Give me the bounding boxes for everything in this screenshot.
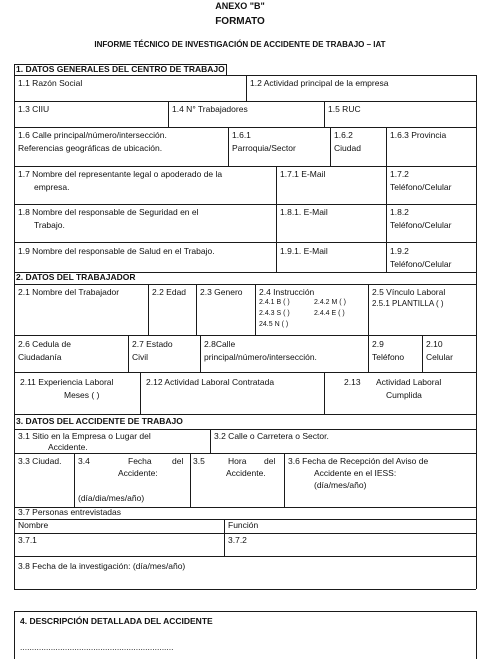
field-representante-line1: 1.7 Nombre del representante legal o apoderado de la [18,169,223,179]
field-actividad-cumplida-line1: Actividad Laboral [376,377,442,387]
section3-title: 3. DATOS DEL ACCIDENTE DE TRABAJO [16,416,183,426]
field-razon-social: 1.1 Razón Social [18,78,83,88]
field-calle-line2: Referencias geográficas de ubicación. [18,143,163,153]
field-hora-num: 3.5 [193,456,205,466]
field-calle-line1: 1.6 Calle principal/número/intersección. [18,130,167,140]
field-fecha-investigacion: 3.8 Fecha de la investigación: (día/mes/año) [18,561,186,571]
section2-title: 2. DATOS DEL TRABAJADOR [16,272,136,282]
field-actividad-principal: 1.2 Actividad principal de la empresa [250,78,389,88]
field-plantilla: 2.5.1 PLANTILLA ( ) [372,299,444,308]
field-parroquia-label: Parroquia/Sector [232,143,296,153]
field-ciudad-num: 1.6.2 [334,130,353,140]
column-funcion: Función [228,520,259,530]
field-fecha-line2: Accidente: [118,468,158,478]
field-recepcion-line3: (día/mes/año) [314,480,367,490]
field-persona-1: 3.7.1 [18,535,37,545]
field-cedula-line1: 2.6 Cedula de [18,339,71,349]
field-salud-tel-num: 1.9.2 [390,246,409,256]
field-representante-tel-label: Teléfono/Celular [390,182,452,192]
field-ciudad-accidente: 3.3 Ciudad. [18,456,62,466]
field-telefono-num: 2.9 [372,339,384,349]
field-experiencia-line1: 2.11 Experiencia Laboral [20,377,114,387]
field-ciudad-label: Ciudad [334,143,361,153]
field-seguridad-tel-label: Teléfono/Celular [390,220,452,230]
field-recepcion-line2: Accidente en el IESS: [314,468,397,478]
field-seguridad-tel-num: 1.8.2 [390,207,409,217]
field-sitio-line2: Accidente. [48,442,88,452]
field-telefono-label: Teléfono [372,352,405,362]
column-nombre: Nombre [18,520,49,530]
field-hora-del: del [264,456,276,466]
annex-label: ANEXO "B" [215,1,265,11]
field-seguridad-email: 1.8.1. E-Mail [280,207,328,217]
field-representante-email: 1.7.1 E-Mail [280,169,326,179]
field-celular-label: Celular [426,352,453,362]
field-seguridad-line1: 1.8 Nombre del responsable de Seguridad en el [18,207,199,217]
field-provincia: 1.6.3 Provincia [390,130,447,140]
field-edad: 2.2 Edad [152,287,187,297]
section4-title: 4. DESCRIPCIÓN DETALLADA DEL ACCIDENTE [20,616,213,626]
section1-title: 1. DATOS GENERALES DEL CENTRO DE TRABAJO [16,64,225,74]
field-fecha-del: del [172,456,184,466]
field-num-trabajadores: 1.4 N° Trabajadores [172,104,248,114]
instr-option: 24.5 N ( ) [259,321,289,328]
field-calle-trab-line2: principal/número/intersección. [204,352,317,362]
instr-option: 2.4.3 S ( ) [259,310,290,317]
field-celular-num: 2.10 [426,339,443,349]
field-actividad-cumplida-num: 2.13 [344,377,361,387]
field-experiencia-line2: Meses ( ) [64,390,100,400]
field-estado-civil-line2: Civil [132,352,149,362]
field-hora-word: Hora [228,456,247,466]
field-ciiu: 1.3 CIIU [18,104,50,114]
field-genero: 2.3 Genero [200,287,243,297]
field-calle-trab-line1: 2.8Calle [204,339,236,349]
field-nombre-trabajador: 2.1 Nombre del Trabajador [18,287,120,297]
field-representante-tel-num: 1.7.2 [390,169,409,179]
field-representante-line2: empresa. [34,182,70,192]
instr-option: 2.4.4 E ( ) [314,310,345,317]
field-parroquia-num: 1.6.1 [232,130,251,140]
field-fecha-format: (día/dia/mes/año) [78,493,145,503]
field-estado-civil-line1: 2.7 Estado [132,339,173,349]
field-salud-email: 1.9.1. E-Mail [280,246,328,256]
field-salud-tel-label: Teléfono/Celular [390,259,452,269]
field-cedula-line2: Ciudadanía [18,352,62,362]
field-calle-carretera: 3.2 Calle o Carretera o Sector. [214,431,329,441]
format-label: FORMATO [215,16,265,27]
field-instruccion: 2.4 Instrucción [259,287,315,297]
report-title: INFORME TÉCNICO DE INVESTIGACIÓN DE ACCIDENTE DE TRABAJO – IAT [94,40,386,49]
field-ruc: 1.5 RUC [328,104,361,114]
field-persona-2: 3.7.2 [228,535,247,545]
field-fecha-num: 3.4 [78,456,90,466]
field-fecha-word: Fecha [128,456,152,466]
description-dots: ................................................................. [20,642,174,652]
field-personas-entrevistadas: 3.7 Personas entrevistadas [18,507,122,517]
instr-option: 2.4.2 M ( ) [314,299,346,306]
field-hora-line2: Accidente. [226,468,266,478]
field-actividad-contratada: 2.12 Actividad Laboral Contratada [146,377,275,387]
field-actividad-cumplida-line2: Cumplida [386,390,422,400]
field-recepcion-line1: 3.6 Fecha de Recepción del Aviso de [288,456,429,466]
field-salud: 1.9 Nombre del responsable de Salud en el Trabajo. [18,246,215,256]
instr-option: 2.4.1 B ( ) [259,299,290,306]
field-seguridad-line2: Trabajo. [34,220,65,230]
field-sitio-line1: 3.1 Sitio en la Empresa o Lugar del [18,431,151,441]
field-vinculo-laboral: 2.5 Vínculo Laboral [372,287,446,297]
